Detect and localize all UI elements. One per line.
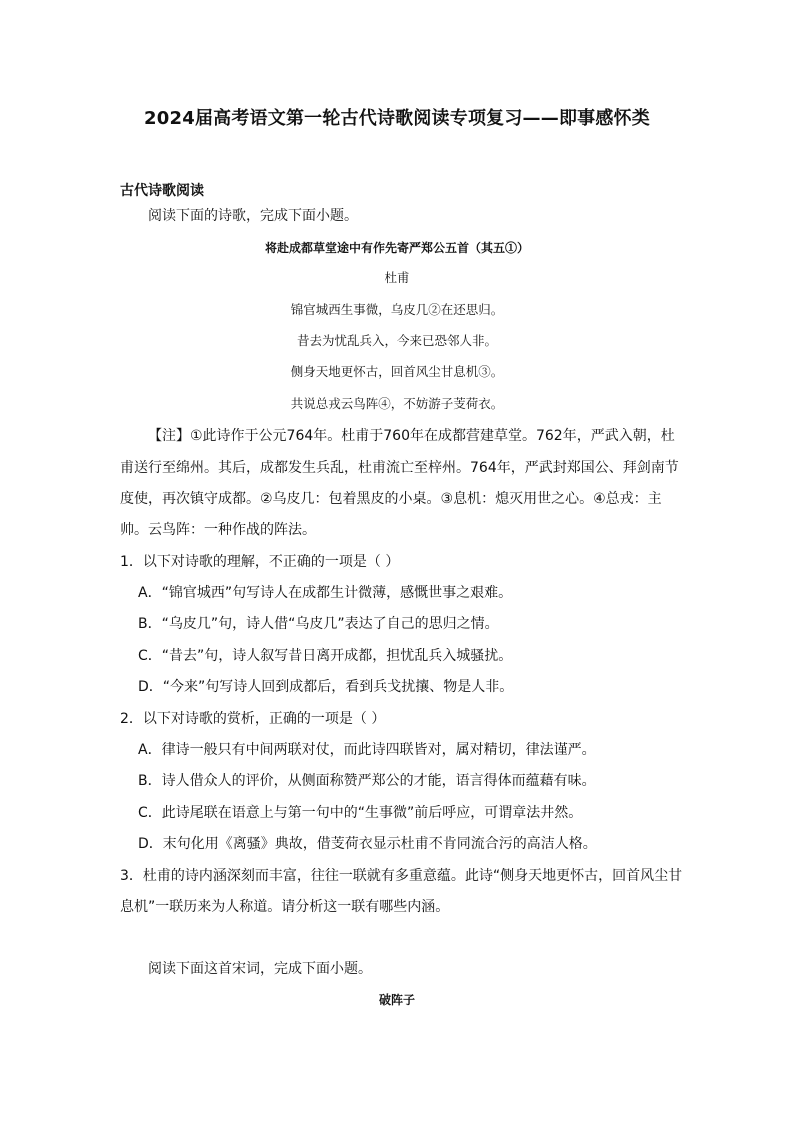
poem-line: 共说总戎云鸟阵④，不妨游子芰荷衣。: [290, 396, 504, 411]
poem-line: 昔去为忧乱兵入，今来已恐邻人非。: [296, 333, 497, 348]
question-2-option: B．诗人借众人的评价，从侧面称赞严郑公的才能，语言得体而蕴藉有味。: [138, 773, 596, 789]
note-line: 【注】①此诗作于公元764年。杜甫于760年在成都营建草堂。762年，严武入朝，杜: [148, 428, 675, 444]
question-3-stem: 3．杜甫的诗内涵深刻而丰富，往往一联就有多重意蕴。此诗“侧身天地更怀古，回首风尘甘: [120, 868, 683, 884]
question-2-option: A．律诗一般只有中间两联对仗，而此诗四联皆对，属对精切，律法谨严。: [138, 742, 596, 758]
poem-title: 破阵子: [378, 993, 415, 1007]
question-1-option: A．“锦官城西”句写诗人在成都生计微薄，感慨世事之艰难。: [138, 585, 513, 601]
question-1-stem: 1．以下对诗歌的理解，不正确的一项是（ ）: [120, 554, 400, 570]
poem-line: 侧身天地更怀古，回首风尘甘息机③。: [290, 364, 504, 379]
question-1-option: C．“昔去”句，诗人叙写昔日离开成都，担忧乱兵入城骚扰。: [138, 648, 513, 664]
instruction-text: 阅读下面这首宋词，完成下面小题。: [148, 961, 372, 977]
note-line: 甫送行至绵州。其后，成都发生兵乱，杜甫流亡至梓州。764年，严武封郑国公、拜剑南节: [120, 460, 679, 476]
question-2-option: D．末句化用《离骚》典故，借芰荷衣显示杜甫不肯同流合污的高洁人格。: [138, 836, 597, 852]
question-3-stem: 息机”一联历来为人称道。请分析这一联有哪些内涵。: [120, 899, 450, 915]
question-1-option: D．“今来”句写诗人回到成都后，看到兵戈扰攘、物是人非。: [138, 679, 514, 695]
note-line: 度使，再次镇守成都。②乌皮几：包着黑皮的小桌。③息机：熄灭用世之心。④总戎：主: [120, 491, 662, 507]
section-heading: 古代诗歌阅读: [120, 183, 204, 199]
page-title: 2024届高考语文第一轮古代诗歌阅读专项复习——即事感怀类: [144, 108, 650, 129]
poem-title: 将赴成都草堂途中有作先寄严郑公五首（其五①）: [264, 241, 529, 255]
question-2-option: C．此诗尾联在语意上与第一句中的“生事微”前后呼应，可谓章法井然。: [138, 805, 583, 821]
poem-line: 锦官城西生事微，乌皮几②在还思归。: [290, 302, 504, 317]
question-2-stem: 2．以下对诗歌的赏析，正确的一项是（ ）: [120, 711, 386, 727]
question-1-option: B．“乌皮几”句，诗人借“乌皮几”表达了自己的思归之情。: [138, 616, 499, 632]
poem-author: 杜甫: [384, 270, 410, 285]
note-line: 帅。云鸟阵：一种作战的阵法。: [120, 522, 316, 538]
instruction-text: 阅读下面的诗歌，完成下面小题。: [148, 208, 358, 224]
